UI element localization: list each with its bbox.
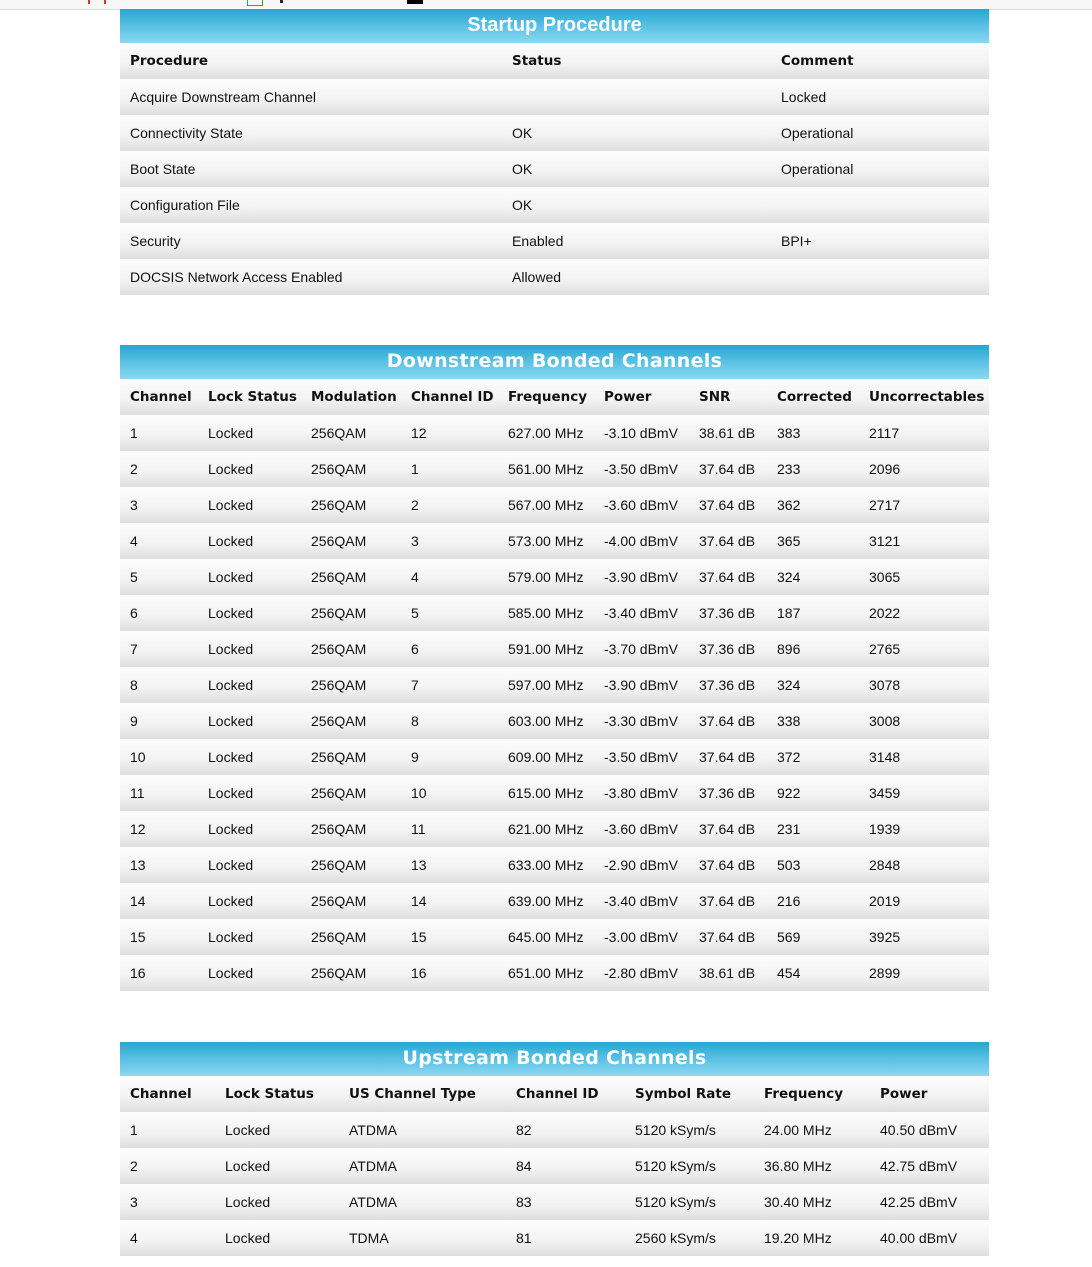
table-cell: Locked xyxy=(208,893,254,909)
table-cell: 2 xyxy=(411,497,419,513)
table-cell: -3.00 dBmV xyxy=(604,929,678,945)
table-cell: 2 xyxy=(130,461,138,477)
table-cell: 233 xyxy=(777,461,801,477)
col-header: Frequency xyxy=(764,1086,844,1102)
table-cell: -2.90 dBmV xyxy=(604,857,678,873)
table-cell: 42.75 dBmV xyxy=(880,1158,958,1174)
table-cell: 5120 kSym/s xyxy=(635,1158,716,1174)
table-cell: BPI+ xyxy=(781,233,812,249)
table-cell: 896 xyxy=(777,641,801,657)
table-cell: 3925 xyxy=(869,929,901,945)
table-cell: 597.00 MHz xyxy=(508,677,584,693)
table-row xyxy=(120,667,989,703)
col-header: Frequency xyxy=(508,389,588,405)
table-row xyxy=(120,79,989,115)
table-row xyxy=(120,559,989,595)
table-cell: DOCSIS Network Access Enabled xyxy=(130,269,343,285)
table-header-row xyxy=(120,43,989,79)
table-cell: 579.00 MHz xyxy=(508,569,584,585)
table-cell: 2019 xyxy=(869,893,901,909)
table-cell: Locked xyxy=(208,497,254,513)
table-row xyxy=(120,883,989,919)
col-header: Status xyxy=(512,53,562,69)
table-cell: 3 xyxy=(130,1194,138,1210)
table-cell: Locked xyxy=(208,641,254,657)
table-cell: Locked xyxy=(208,425,254,441)
table-row xyxy=(120,259,989,295)
table-cell: 256QAM xyxy=(311,929,367,945)
table-cell: 454 xyxy=(777,965,801,981)
table-row xyxy=(120,115,989,151)
table-cell: 10 xyxy=(411,785,427,801)
table-cell: 9 xyxy=(130,713,138,729)
table-cell: Security xyxy=(130,233,181,249)
table-cell: 639.00 MHz xyxy=(508,893,584,909)
col-header: Channel ID xyxy=(411,389,494,405)
table-cell: Locked xyxy=(225,1194,271,1210)
table-cell: 256QAM xyxy=(311,821,367,837)
table-row xyxy=(120,739,989,775)
table-cell: -3.30 dBmV xyxy=(604,713,678,729)
table-cell: 37.64 dB xyxy=(699,821,756,837)
col-header: Corrected xyxy=(777,389,852,405)
table-cell: Locked xyxy=(208,965,254,981)
table-cell: 38.61 dB xyxy=(699,965,756,981)
table-cell: 38.61 dB xyxy=(699,425,756,441)
table-cell: 16 xyxy=(130,965,146,981)
table-cell: 12 xyxy=(130,821,146,837)
table-cell: 3 xyxy=(130,497,138,513)
table-cell: -3.60 dBmV xyxy=(604,497,678,513)
table-cell: Locked xyxy=(208,605,254,621)
table-cell: 3 xyxy=(411,533,419,549)
table-cell: 256QAM xyxy=(311,497,367,513)
table-cell: 5 xyxy=(130,569,138,585)
toolbar-icon-green xyxy=(247,0,263,6)
table-cell: -3.70 dBmV xyxy=(604,641,678,657)
table-cell: 5 xyxy=(411,605,419,621)
table-cell: 922 xyxy=(777,785,801,801)
table-row xyxy=(120,151,989,187)
col-header: SNR xyxy=(699,389,731,405)
table-row xyxy=(120,703,989,739)
table-row xyxy=(120,847,989,883)
table-cell: 5120 kSym/s xyxy=(635,1194,716,1210)
table-cell: -3.40 dBmV xyxy=(604,605,678,621)
table-cell: 37.64 dB xyxy=(699,497,756,513)
table-cell: 365 xyxy=(777,533,801,549)
table-cell: 256QAM xyxy=(311,893,367,909)
table-cell: 6 xyxy=(411,641,419,657)
table-cell: 651.00 MHz xyxy=(508,965,584,981)
table-row xyxy=(120,1148,989,1184)
table-cell: Locked xyxy=(208,713,254,729)
table-header-row xyxy=(120,379,989,415)
table-row xyxy=(120,955,989,991)
table-cell: 609.00 MHz xyxy=(508,749,584,765)
table-cell: 40.50 dBmV xyxy=(880,1122,958,1138)
table-cell: 3148 xyxy=(869,749,901,765)
table-cell: 256QAM xyxy=(311,605,367,621)
table-cell: 37.36 dB xyxy=(699,677,756,693)
table-cell: 603.00 MHz xyxy=(508,713,584,729)
table-cell: OK xyxy=(512,161,533,177)
table-cell: -3.90 dBmV xyxy=(604,569,678,585)
table-cell: 231 xyxy=(777,821,801,837)
table-cell: 8 xyxy=(130,677,138,693)
table-cell: 4 xyxy=(130,1230,138,1246)
table-cell: 3008 xyxy=(869,713,901,729)
table-cell: Locked xyxy=(208,929,254,945)
col-header: Comment xyxy=(781,53,854,69)
table-cell: 37.64 dB xyxy=(699,533,756,549)
table-cell: 187 xyxy=(777,605,801,621)
table-cell: 3121 xyxy=(869,533,901,549)
table-cell: 37.64 dB xyxy=(699,749,756,765)
table-cell xyxy=(771,187,989,223)
table-cell: 6 xyxy=(130,605,138,621)
col-header: Lock Status xyxy=(208,389,297,405)
table-cell: 2765 xyxy=(869,641,901,657)
table-cell: 645.00 MHz xyxy=(508,929,584,945)
table-cell: Operational xyxy=(781,125,854,141)
table-cell: Locked xyxy=(208,749,254,765)
table-cell: ATDMA xyxy=(349,1158,397,1174)
table-cell: 37.64 dB xyxy=(699,461,756,477)
table-cell xyxy=(771,259,989,295)
toolbar-icon-black xyxy=(407,0,423,4)
table-row xyxy=(120,811,989,847)
table-cell: 8 xyxy=(411,713,419,729)
table-cell: 37.36 dB xyxy=(699,641,756,657)
table-cell: 12 xyxy=(411,425,427,441)
table-row xyxy=(120,187,989,223)
table-cell: 621.00 MHz xyxy=(508,821,584,837)
table-cell: 9 xyxy=(411,749,419,765)
table-cell: Locked xyxy=(208,821,254,837)
table-cell: -3.50 dBmV xyxy=(604,461,678,477)
table-cell xyxy=(502,79,771,115)
table-cell: 503 xyxy=(777,857,801,873)
table-cell: 37.36 dB xyxy=(699,785,756,801)
table-cell: 1 xyxy=(411,461,419,477)
table-cell: 2899 xyxy=(869,965,901,981)
col-header: Procedure xyxy=(130,53,209,69)
startup-procedure-title: Startup Procedure xyxy=(120,9,989,43)
table-cell: 37.64 dB xyxy=(699,857,756,873)
table-row xyxy=(120,1184,989,1220)
table-cell: 37.64 dB xyxy=(699,929,756,945)
table-cell: 256QAM xyxy=(311,677,367,693)
table-cell: 37.36 dB xyxy=(699,605,756,621)
table-cell: Locked xyxy=(208,461,254,477)
table-cell: 2022 xyxy=(869,605,901,621)
table-cell: Locked xyxy=(225,1158,271,1174)
table-cell: 2117 xyxy=(869,425,900,441)
table-cell: 256QAM xyxy=(311,425,367,441)
table-cell: 383 xyxy=(777,425,801,441)
table-cell: 11 xyxy=(411,821,426,837)
table-cell: 585.00 MHz xyxy=(508,605,584,621)
table-cell: 37.64 dB xyxy=(699,569,756,585)
table-cell: Acquire Downstream Channel xyxy=(130,89,316,105)
table-cell: 372 xyxy=(777,749,801,765)
table-cell: 2560 kSym/s xyxy=(635,1230,716,1246)
table-cell: 256QAM xyxy=(311,965,367,981)
table-cell: 7 xyxy=(411,677,419,693)
col-header: Uncorrectables xyxy=(869,389,985,405)
table-cell: 627.00 MHz xyxy=(508,425,584,441)
table-cell: 324 xyxy=(777,677,801,693)
table-cell: 81 xyxy=(516,1230,532,1246)
table-cell: 4 xyxy=(130,533,138,549)
table-cell: 37.64 dB xyxy=(699,713,756,729)
table-cell: 1939 xyxy=(869,821,901,837)
table-cell: 30.40 MHz xyxy=(764,1194,832,1210)
upstream-channels-table xyxy=(120,1076,989,1256)
table-cell: 2717 xyxy=(869,497,901,513)
table-row xyxy=(120,595,989,631)
upstream-channels-panel xyxy=(120,1042,989,1256)
table-cell: Enabled xyxy=(512,233,564,249)
table-cell: 256QAM xyxy=(311,461,367,477)
table-cell: 1 xyxy=(130,425,138,441)
table-row xyxy=(120,415,989,451)
table-cell: Locked xyxy=(208,785,254,801)
col-header: Lock Status xyxy=(225,1086,314,1102)
table-cell: Locked xyxy=(208,533,254,549)
table-cell: Allowed xyxy=(512,269,562,285)
toolbar-glyph xyxy=(280,0,283,3)
table-cell: 36.80 MHz xyxy=(764,1158,832,1174)
table-cell: 561.00 MHz xyxy=(508,461,584,477)
table-cell: 42.25 dBmV xyxy=(880,1194,958,1210)
downstream-channels-table xyxy=(120,379,989,991)
table-cell: 2096 xyxy=(869,461,901,477)
table-cell: -3.80 dBmV xyxy=(604,785,678,801)
table-cell: Connectivity State xyxy=(130,125,243,141)
table-cell: 2848 xyxy=(869,857,901,873)
table-cell: 5120 kSym/s xyxy=(635,1122,716,1138)
table-cell: 11 xyxy=(130,785,145,801)
table-cell: -3.50 dBmV xyxy=(604,749,678,765)
table-cell: 3065 xyxy=(869,569,901,585)
col-header: Power xyxy=(604,389,652,405)
startup-procedure-panel xyxy=(120,9,989,295)
downstream-channels-title: Downstream Bonded Channels xyxy=(120,345,989,379)
table-cell: 324 xyxy=(777,569,801,585)
table-cell: 573.00 MHz xyxy=(508,533,584,549)
table-cell: 13 xyxy=(130,857,146,873)
table-cell: 633.00 MHz xyxy=(508,857,584,873)
startup-procedure-table xyxy=(120,43,989,295)
table-cell: 615.00 MHz xyxy=(508,785,584,801)
toolbar-icon-red xyxy=(88,0,106,4)
table-row xyxy=(120,487,989,523)
table-cell: 1 xyxy=(130,1122,138,1138)
table-cell: 567.00 MHz xyxy=(508,497,584,513)
table-cell: 14 xyxy=(130,893,146,909)
table-cell: 256QAM xyxy=(311,749,367,765)
table-row xyxy=(120,523,989,559)
table-cell: TDMA xyxy=(349,1230,389,1246)
table-row xyxy=(120,775,989,811)
table-row xyxy=(120,1112,989,1148)
col-header: Channel xyxy=(130,389,192,405)
table-cell: -4.00 dBmV xyxy=(604,533,678,549)
table-cell: 569 xyxy=(777,929,801,945)
table-cell: 82 xyxy=(516,1122,532,1138)
col-header: US Channel Type xyxy=(349,1086,476,1102)
table-cell: ATDMA xyxy=(349,1194,397,1210)
table-row xyxy=(120,631,989,667)
table-cell: 10 xyxy=(130,749,146,765)
table-cell: 40.00 dBmV xyxy=(880,1230,958,1246)
table-cell: Boot State xyxy=(130,161,196,177)
col-header: Power xyxy=(880,1086,928,1102)
table-cell: 15 xyxy=(411,929,427,945)
table-cell: 7 xyxy=(130,641,138,657)
table-cell: ATDMA xyxy=(349,1122,397,1138)
table-cell: 256QAM xyxy=(311,533,367,549)
table-row xyxy=(120,1220,989,1256)
table-cell: Operational xyxy=(781,161,854,177)
table-cell: 216 xyxy=(777,893,801,909)
table-cell: -2.80 dBmV xyxy=(604,965,678,981)
table-cell: 3078 xyxy=(869,677,901,693)
table-cell: 256QAM xyxy=(311,713,367,729)
table-cell: 256QAM xyxy=(311,641,367,657)
table-cell: 16 xyxy=(411,965,427,981)
table-cell: -3.10 dBmV xyxy=(604,425,678,441)
table-cell: 256QAM xyxy=(311,857,367,873)
col-header: Modulation xyxy=(311,389,397,405)
table-header-row xyxy=(120,1076,989,1112)
table-row xyxy=(120,451,989,487)
table-cell: Locked xyxy=(208,677,254,693)
col-header: Channel ID xyxy=(516,1086,599,1102)
table-row xyxy=(120,223,989,259)
table-cell: 4 xyxy=(411,569,419,585)
table-cell: OK xyxy=(512,125,533,141)
table-cell: 24.00 MHz xyxy=(764,1122,832,1138)
table-cell: 15 xyxy=(130,929,146,945)
table-cell: Locked xyxy=(781,89,827,105)
table-cell: Configuration File xyxy=(130,197,240,213)
table-cell: Locked xyxy=(208,569,254,585)
col-header: Channel xyxy=(130,1086,192,1102)
table-cell: 256QAM xyxy=(311,569,367,585)
table-cell: 591.00 MHz xyxy=(508,641,584,657)
table-cell: 338 xyxy=(777,713,801,729)
table-cell: 13 xyxy=(411,857,427,873)
col-header: Symbol Rate xyxy=(635,1086,731,1102)
table-row xyxy=(120,919,989,955)
downstream-channels-panel xyxy=(120,345,989,991)
table-cell: OK xyxy=(512,197,533,213)
table-cell: 2 xyxy=(130,1158,138,1174)
table-cell: Locked xyxy=(225,1230,271,1246)
table-cell: 3459 xyxy=(869,785,901,801)
upstream-channels-title: Upstream Bonded Channels xyxy=(120,1042,989,1076)
table-cell: 14 xyxy=(411,893,427,909)
table-cell: 256QAM xyxy=(311,785,367,801)
table-cell: Locked xyxy=(225,1122,271,1138)
table-cell: -3.60 dBmV xyxy=(604,821,678,837)
table-cell: 19.20 MHz xyxy=(764,1230,832,1246)
table-cell: 84 xyxy=(516,1158,532,1174)
table-cell: 362 xyxy=(777,497,801,513)
table-cell: -3.40 dBmV xyxy=(604,893,678,909)
table-cell: 83 xyxy=(516,1194,532,1210)
table-cell: 37.64 dB xyxy=(699,893,756,909)
table-cell: Locked xyxy=(208,857,254,873)
table-cell: -3.90 dBmV xyxy=(604,677,678,693)
